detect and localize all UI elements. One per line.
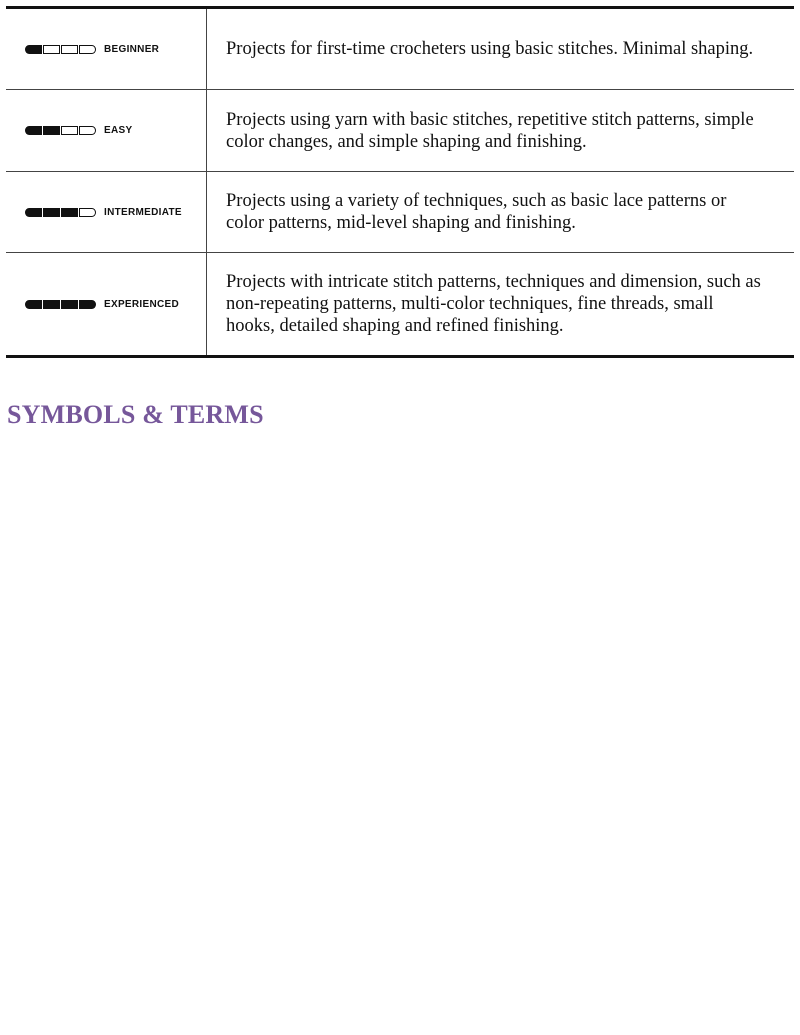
skill-segment-empty: [44, 45, 60, 53]
skill-level-easy-icon: [25, 126, 97, 135]
skill-segment-empty: [80, 127, 96, 135]
skill-level-table: [6, 6, 794, 358]
skill-level-description: Projects using a variety of techniques, such as basic lace patterns or color patterns, mid-level shaping and finishing.: [207, 172, 795, 253]
skill-segment-filled: [44, 300, 60, 308]
skill-level-cell: [6, 8, 207, 90]
skill-segment-empty: [80, 45, 96, 53]
skill-segment-filled: [80, 300, 96, 308]
skill-level-intermediate-icon: [25, 208, 97, 217]
skill-level-description: Projects for first-time crocheters using basic stitches. Minimal shaping.: [226, 39, 754, 59]
skill-level-cell: [6, 90, 207, 172]
skill-level-label: EXPERIENCED: [104, 298, 179, 310]
skill-level-label: INTERMEDIATE: [104, 206, 182, 218]
skill-segment-filled: [26, 127, 42, 135]
skill-segment-filled: [26, 208, 42, 216]
skill-segment-filled: [26, 45, 42, 53]
skill-segment-filled: [26, 300, 42, 308]
skill-level-row-intermediate: [6, 172, 794, 253]
skill-segment-filled: [44, 127, 60, 135]
skill-level-label: BEGINNER: [104, 43, 160, 55]
skill-level-cell: [6, 253, 207, 357]
section-title: SYMBOLS & TERMS: [7, 400, 264, 429]
skill-level-experienced-icon: [25, 300, 97, 309]
skill-level-description: Projects using yarn with basic stitches, repetitive stitch patterns, simple color changes, and simple shaping and finishing.: [207, 90, 795, 172]
skill-segment-filled: [44, 208, 60, 216]
skill-segment-empty: [62, 127, 78, 135]
skill-segment-empty: [80, 208, 96, 216]
skill-segment-filled: [62, 300, 78, 308]
skill-level-row-easy: [6, 90, 794, 172]
skill-level-row-beginner: [6, 8, 794, 90]
skill-level-label: EASY: [104, 125, 133, 136]
skill-level-description: Projects with intricate stitch patterns, techniques and dimension, such as non-repeating patterns, multi-color techniques, fine threads, small hooks, detailed shaping and refined finishing.: [207, 253, 795, 357]
skill-segment-filled: [62, 208, 78, 216]
skill-level-cell: [6, 172, 207, 253]
skill-level-row-experienced: [6, 253, 794, 357]
skill-level-beginner-icon: [25, 45, 97, 54]
skill-segment-empty: [62, 45, 78, 53]
